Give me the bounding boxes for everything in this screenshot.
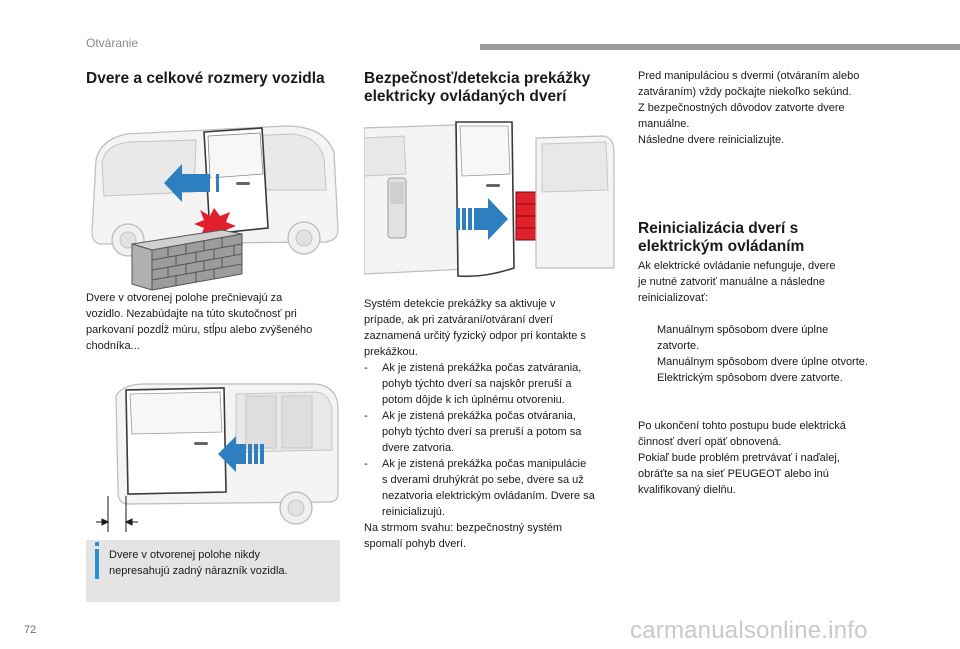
page-number: 72 [24, 624, 37, 636]
paragraph-door-overhang: Dvere v otvorenej polohe prečnievajú za vozidlo. Nezabúdajte na túto skutočnosť pri parkovaní pozdĺž múru, stĺpu alebo zvýšeného chodníka... [86, 292, 313, 352]
watermark: carmanualsonline.info [630, 617, 868, 644]
reinit-steps [638, 322, 908, 386]
list-item: - Ak je zistená prekážka počas otvárania, pohyb týchto dverí sa preruší a potom sa dvere zatvoria. [364, 410, 582, 454]
handling-advice-text: Pred manipuláciou s dvermi (otváraním alebo zatváraním) vždy počkajte niekoľko sekúnd. Z bezpečnostných dôvodov zatvorte dvere manuálne. Následne dvere reinicializujte. [638, 70, 860, 146]
list-item: Elektrickým spôsobom dvere zatvorte. [657, 372, 843, 384]
list-item: - Ak je zistená prekážka počas zatvárania, pohyb týchto dverí sa najskôr preruší a potom dôjde k ich úplnému otvoreniu. [364, 362, 582, 406]
info-icon [95, 542, 99, 546]
obstacle-detection-text: Systém detekcie prekážky sa aktivuje v prípade, ak pri zatváraní/otváraní dverí zaznamená určitý fyzický odpor pri kontakte s prekážkou. - Ak je zistená prekážka počas zatvárania, pohyb týchto dverí sa najskôr preruší a potom dôjde k ich úplnému otvoreniu. - Ak je zistená prekážka počas otvárania, pohyb týchto dverí sa preruší a potom sa dvere zatvoria. - Ak je zistená prekážka počas manipulácie s dverami druhýkrát po sebe, dvere sa už nezatvoria elektrickým ovládaním. Dvere sa reinicializujú. Na strmom svahu: bezpečnostný systém spomalí pohyb dverí. [364, 296, 624, 552]
info-icon-bar [95, 549, 99, 579]
heading-reinitialization: Reinicializácia dverí s elektrickým ovládaním [638, 220, 805, 255]
heading-obstacle-detection: Bezpečnosť/detekcia prekážky elektricky ovládaných dverí [364, 70, 591, 105]
note-text: Dvere v otvorenej polohe nikdy nepresahujú zadný nárazník vozidla. [109, 549, 288, 577]
reinit-final-text: Po ukončení tohto postupu bude elektrická činnosť dverí opäť obnovená. Pokiaľ bude problém pretrvávať i naďalej, obráťte sa na sieť PEUGEOT alebo inú kvalifikovaný dielňu. [638, 420, 846, 496]
list-item: - Ak je zistená prekážka počas manipulácie s dverami druhýkrát po sebe, dvere sa už nezatvoria elektrickým ovládaním. Dvere sa reinicializujú. [364, 458, 595, 518]
illustration-door-bumper [86, 376, 340, 536]
list-item: Manuálnym spôsobom dvere úplne otvorte. [657, 356, 868, 368]
list-item: Manuálnym spôsobom dvere úplne zatvorte. [657, 324, 829, 352]
reinit-intro-text: Ak elektrické ovládanie nefunguje, dvere je nutné zatvoriť manuálne a následne reinicializovať: [638, 260, 836, 304]
section-title: Otváranie [86, 36, 139, 50]
illustration-obstacle-detection [364, 118, 616, 288]
illustration-door-wall [86, 112, 340, 292]
note-box [86, 540, 340, 602]
obstacle-icon [516, 192, 536, 240]
header-bar [480, 44, 960, 50]
heading-door-dimensions: Dvere a celkové rozmery vozidla [86, 70, 325, 87]
